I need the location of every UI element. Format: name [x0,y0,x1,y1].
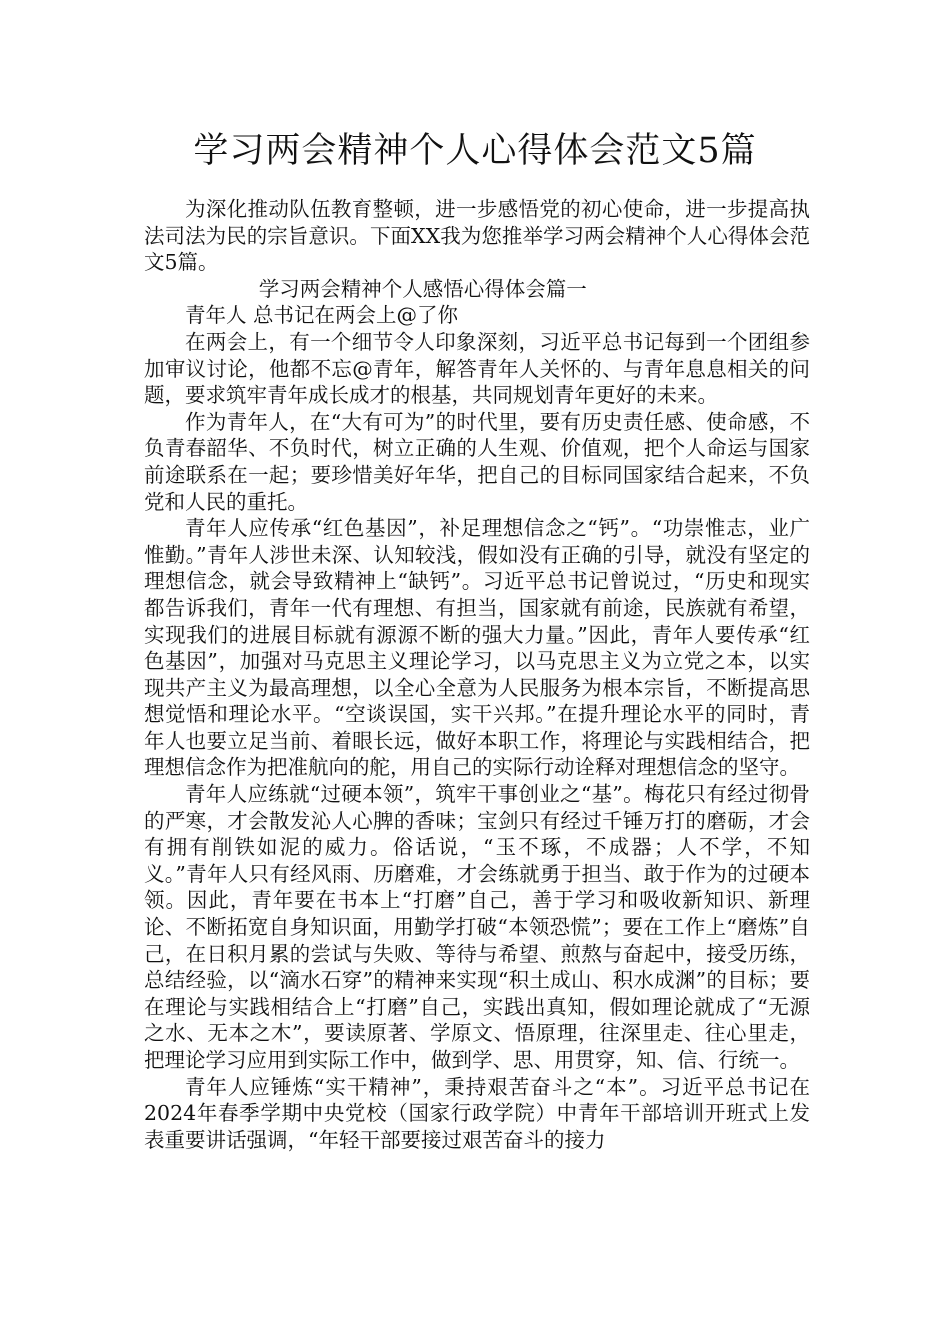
body-paragraph: 作为青年人，在“大有可为”的时代里，要有历史责任感、使命感，不负青春韶华、不负时代，树立正确的人生观、价值观，把个人命运与国家前途联系在一起；要珍惜美好年华，把自己的目标同国家结合起来，不负党和人民的重托。 [144,409,810,514]
document-title: 学习两会精神个人心得体会范文5篇 [193,131,757,171]
section-heading: 学习两会精神个人感悟心得体会篇一 [258,276,587,301]
body-paragraph: 青年人应传承“红色基因”，补足理想信念之“钙”。“功崇惟志，业广惟勤。”青年人涉世未深、认知较浅，假如没有正确的引导，就没有坚定的理想信念，就会导致精神上“缺钙”。习近平总书记曾说过，“历史和现实都告诉我们，青年一代有理想、有担当，国家就有前途，民族就有希望，实现我们的进展目标就有源源不断的强大力量。”因此，青年人要传承“红色基因”，加强对马克思主义理论学习，以马克思主义为立党之本，以实现共产主义为最高理想，以全心全意为人民服务为根本宗旨，不断提高思想觉悟和理论水平。“空谈误国，实干兴邦。”在提升理论水平的同时，青年人也要立足当前、着眼长远，做好本职工作，将理论与实践相结合，把理想信念作为把准航向的舵，用自己的实际行动诠释对理想信念的坚守。 [144,516,810,780]
body-paragraph: 青年人应练就“过硬本领”，筑牢干事创业之“基”。梅花只有经过彻骨的严寒，才会散发沁人心脾的香味；宝剑只有经过千锤万打的磨砺，才会有拥有削铁如泥的威力。俗话说，“玉不琢，不成器；人不学，不知义。”青年人只有经风雨、历磨难，才会练就勇于担当、敢于作为的过硬本领。因此，青年要在书本上“打磨”自己，善于学习和吸收新知识、新理论、不断拓宽自身知识面，用勤学打破“本领恐慌”；要在工作上“磨炼”自己，在日积月累的尝试与失败、等待与希望、煎熬与奋起中，接受历练，总结经验，以“滴水石穿”的精神来实现“积土成山、积水成渊”的目标；要在理论与实践相结合上“打磨”自己，实践出真知，假如理论就成了“无源之水、无本之木”，要读原著、学原文、悟原理，往深里走、往心里走，把理论学习应用到实际工作中，做到学、思、用贯穿，知、信、行统一。 [144,782,810,1072]
intro-paragraph: 为深化推动队伍教育整顿，进一步感悟党的初心使命，进一步提高执法司法为民的宗旨意识。下面XX我为您推举学习两会精神个人心得体会范文5篇。 [144,197,810,275]
body-paragraph: 青年人应锤炼“实干精神”，秉持艰苦奋斗之“本”。习近平总书记在2024年春季学期中央党校（国家行政学院）中青年干部培训开班式上发表重要讲话强调，“年轻干部要接过艰苦奋斗的接力 [144,1074,810,1152]
document-body [144,196,810,1153]
body-paragraph: 在两会上，有一个细节令人印象深刻，习近平总书记每到一个团组参加审议讨论，他都不忘@青年，解答青年人关怀的、与青年息息相关的问题，要求筑牢青年成长成才的根基，共同规划青年更好的未来。 [144,329,810,408]
subtitle-line: 青年人 总书记在两会上@了你 [185,303,459,328]
